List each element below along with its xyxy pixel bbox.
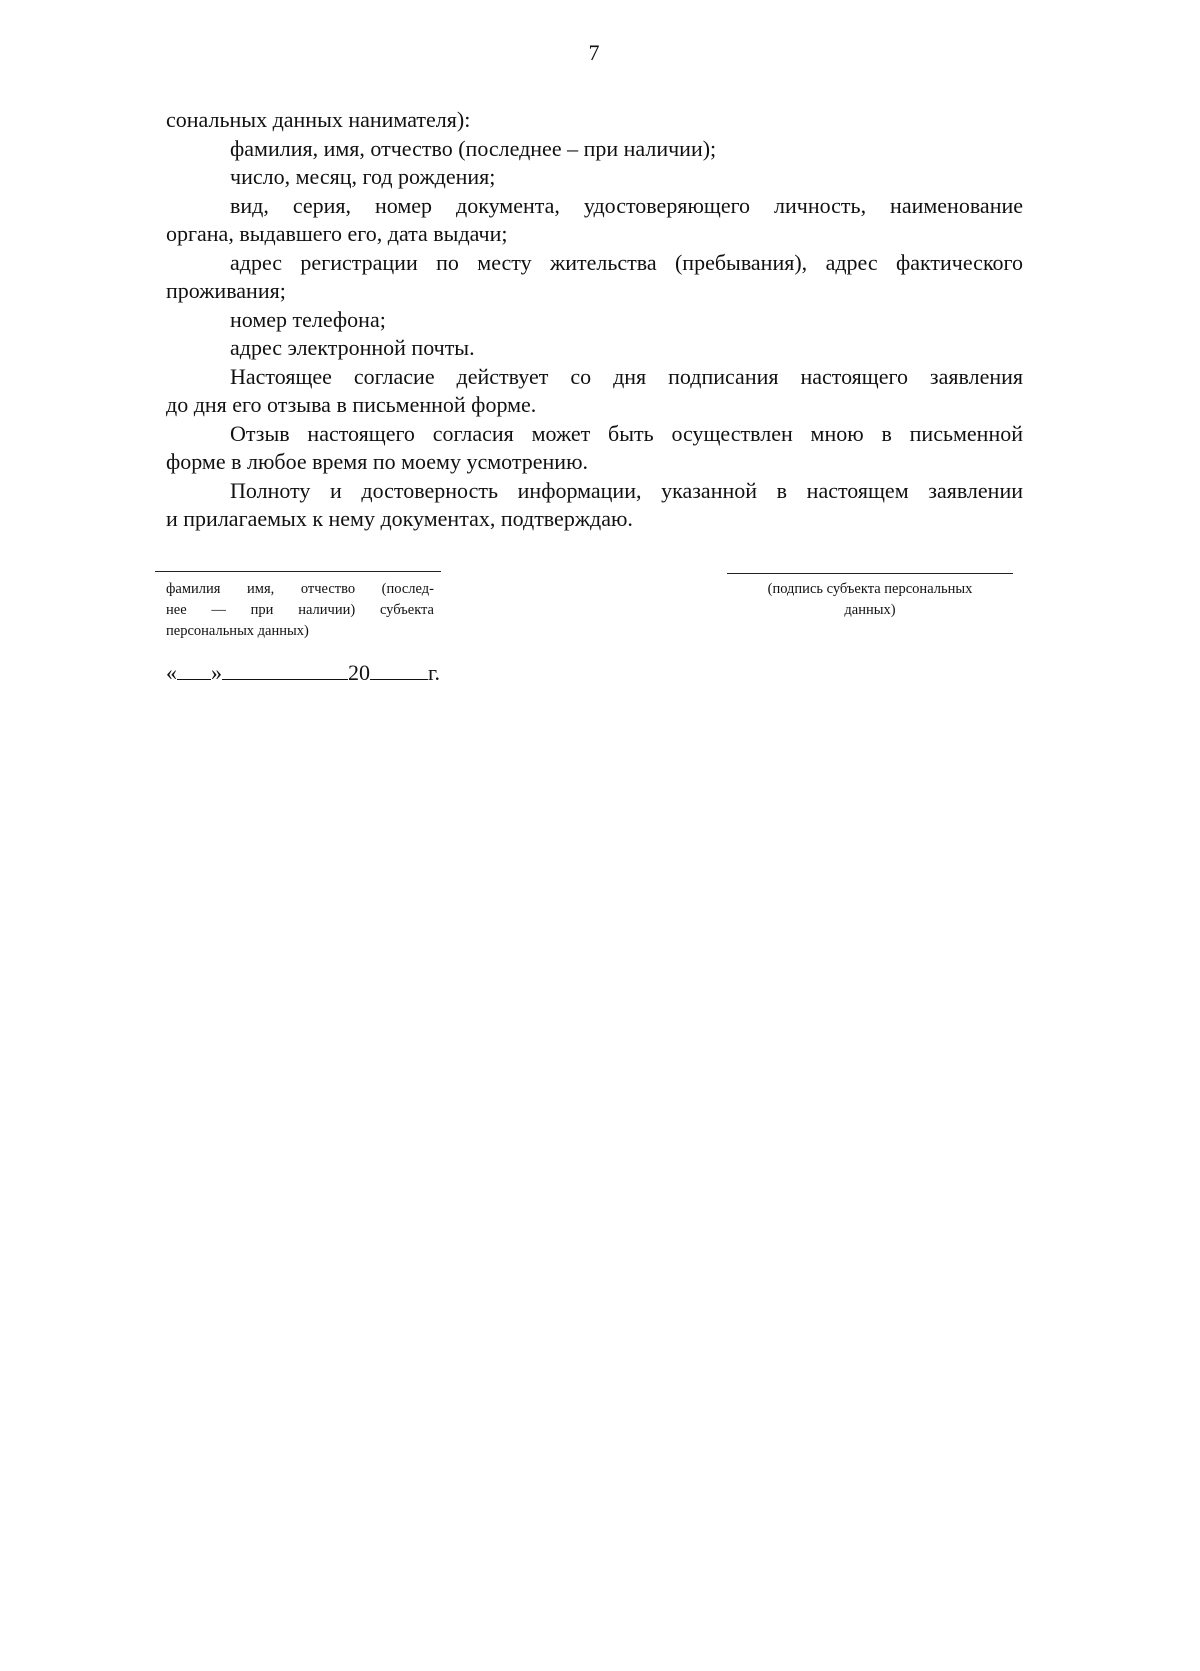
- year-blank: [370, 659, 428, 680]
- confirmation-paragraph: Полноту и достоверность информации, указанной в настоящем заявлении: [230, 477, 1023, 503]
- name-caption-line: нее — при наличии) субъекта: [166, 602, 434, 618]
- signature-line: [727, 573, 1013, 574]
- name-signature-line: [155, 571, 441, 572]
- month-blank: [222, 659, 348, 680]
- paragraph-continuation: сональных данных нанимателя):: [166, 107, 471, 132]
- list-item-id-document: вид, серия, номер документа, удостоверяющего личность, наименование: [230, 192, 1023, 218]
- document-body: [166, 106, 1023, 534]
- consent-withdrawal-paragraph-cont: форме в любое время по моему усмотрению.: [166, 449, 589, 474]
- list-item-phone: номер телефона;: [230, 306, 386, 332]
- consent-withdrawal-paragraph: Отзыв настоящего согласия может быть осуществлен мною в письменной: [230, 420, 1023, 446]
- date-line: [166, 659, 440, 686]
- list-item-address: адрес регистрации по месту жительства (пребывания), адрес фактического: [230, 249, 1023, 275]
- name-caption-line: фамилия имя, отчество (послед-: [166, 581, 434, 597]
- day-blank: [177, 659, 211, 680]
- year-suffix: г.: [428, 660, 441, 685]
- year-century: 20: [348, 660, 370, 685]
- list-item-id-document-cont: органа, выдавшего его, дата выдачи;: [166, 221, 508, 246]
- list-item-email: адрес электронной почты.: [230, 335, 475, 360]
- date-close-quote: »: [211, 660, 222, 685]
- list-item-address-cont: проживания;: [166, 278, 286, 303]
- list-item-full-name: фамилия, имя, отчество (последнее – при наличии);: [230, 135, 717, 161]
- signature-caption-line: (подпись субъекта персональных: [767, 581, 973, 597]
- name-caption-line: персональных данных): [166, 623, 309, 639]
- signature-caption: [727, 579, 1013, 621]
- name-caption: [166, 579, 434, 642]
- list-item-birth-date: число, месяц, год рождения;: [230, 164, 496, 189]
- page-number: 7: [588, 40, 600, 65]
- confirmation-paragraph-cont: и прилагаемых к нему документах, подтверждаю.: [166, 506, 633, 531]
- consent-validity-paragraph: Настоящее согласие действует со дня подписания настоящего заявления: [230, 363, 1023, 389]
- consent-validity-paragraph-cont: до дня его отзыва в письменной форме.: [166, 392, 537, 417]
- date-open-quote: «: [166, 660, 177, 685]
- signature-caption-line: данных): [844, 602, 896, 618]
